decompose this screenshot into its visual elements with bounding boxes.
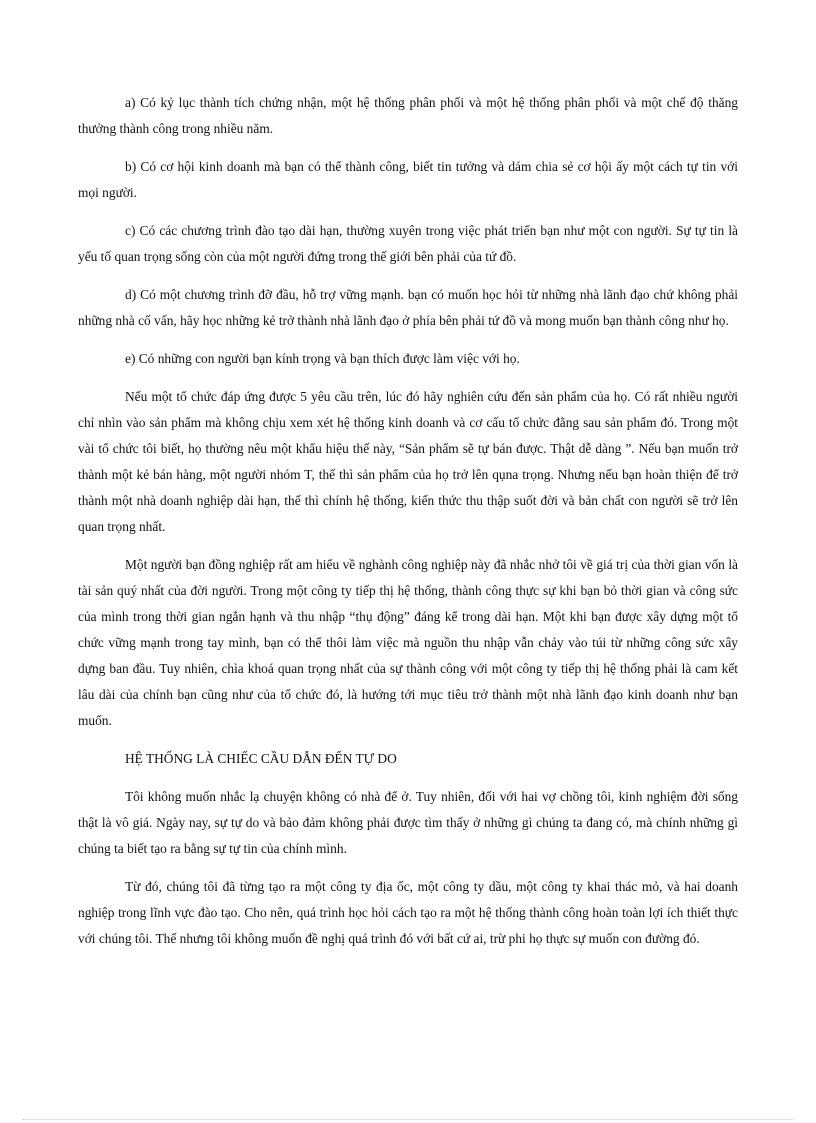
paragraph-companies: Từ đó, chúng tôi đã từng tạo ra một công ty địa ốc, một công ty dầu, một công ty khai thác mỏ, và hai doanh nghiệp trong lĩnh vực đào tạo. Cho nên, quá trình học hỏi cách tạo ra một hệ thống thành công hoàn toàn lợi ích thiết thực với chúng tôi. Thế nhưng tôi không muốn đề nghị quá trình đó với bất cứ ai, trừ phi họ thực sự muốn con đường đó. [78, 879, 738, 946]
paragraph-freedom: Tôi không muốn nhắc lạ chuyện không có nhà để ở. Tuy nhiên, đối với hai vợ chồng tôi, kinh nghiệm đời sống thật là vô giá. Ngày nay, sự tự do và bảo đảm không phải được tìm thấy ở những gì chúng ta đang có, mà chính những gì chúng ta biết tạo ra bằng sự tự tin của chính mình. [78, 789, 738, 856]
page-bottom-divider [22, 1119, 794, 1120]
paragraph-a: a) Có kỷ lục thành tích chứng nhận, một hệ thống phân phối và một hệ thống phân phối và một chế độ thăng thưởng thành công trong nhiều năm. [78, 95, 738, 136]
paragraph-d: d) Có một chương trình đỡ đầu, hỗ trợ vững mạnh. bạn có muốn học hỏi từ những nhà lãnh đạo chứ không phải những nhà cố vấn, hãy học những kẻ trở thành nhà lãnh đạo ở phía bên phải tứ đồ và mong muốn bạn thành công như họ. [78, 287, 738, 328]
paragraph-product: Nếu một tổ chức đáp ứng được 5 yêu cầu trên, lúc đó hãy nghiên cứu đến sản phẩm của họ. Có rất nhiều người chỉ nhìn vào sản phẩm mà không chịu xem xét hệ thống kinh doanh và cơ cấu tổ chức đằng sau sản phẩm đó. Trong một vài tổ chức tôi biết, họ thường nêu một khẩu hiệu thế này, “Sản phẩm sẽ tự bán được. Thật dễ dàng ”. Nếu bạn muốn trở thành một kẻ bán hàng, một người nhóm T, thế thì sản phẩm của họ trở lên qụna trọng. Nhưng nếu bạn hoàn thiện để trở thành một nhà doanh nghiệp dài hạn, thế thì chính hệ thống, kiến thức thu thập suốt đời và bản chất con người sẽ trở lên quan trọng nhất. [78, 389, 738, 534]
paragraph-c: c) Có các chương trình đào tạo dài hạn, thường xuyên trong việc phát triển bạn như một con người. Sự tự tin là yếu tố quan trọng sống còn của một người đứng trong thế giới bên phải của tứ đồ. [78, 223, 738, 264]
paragraph-e: e) Có những con người bạn kính trọng và bạn thích được làm việc với họ. [125, 351, 520, 366]
section-heading: HỆ THỐNG LÀ CHIẾC CẦU DẪN ĐẾN TỰ DO [125, 751, 397, 766]
document-page [78, 90, 738, 964]
paragraph-b: b) Có cơ hội kinh doanh mà bạn có thể thành công, biết tin tưởng và dám chia sẻ cơ hội ấy một cách tự tin với mọi người. [78, 159, 738, 200]
paragraph-colleague: Một người bạn đồng nghiệp rất am hiểu về nghành công nghiệp này đã nhắc nhở tôi về giá trị của thời gian vốn là tài sản quý nhất của đời người. Trong một công ty tiếp thị hệ thống, thành công thực sự khi bạn bỏ thời gian và công sức của mình trong thời gian ngắn hạnh và thu nhập “thụ động” đáng kể trong dài hạn. Một khi bạn được xây dựng một tổ chức vững mạnh trong tay mình, bạn có thể thôi làm việc mà nguồn thu nhập vẫn chảy vào túi từ những công sức xây dựng ban đầu. Tuy nhiên, chìa khoá quan trọng nhất của sự thành công với một công ty tiếp thị hệ thống phải là cam kết lâu dài của chính bạn cũng như của tổ chức đó, là hướng tới mục tiêu trở thành một nhà lãnh đạo kinh doanh như bạn muốn. [78, 557, 738, 728]
